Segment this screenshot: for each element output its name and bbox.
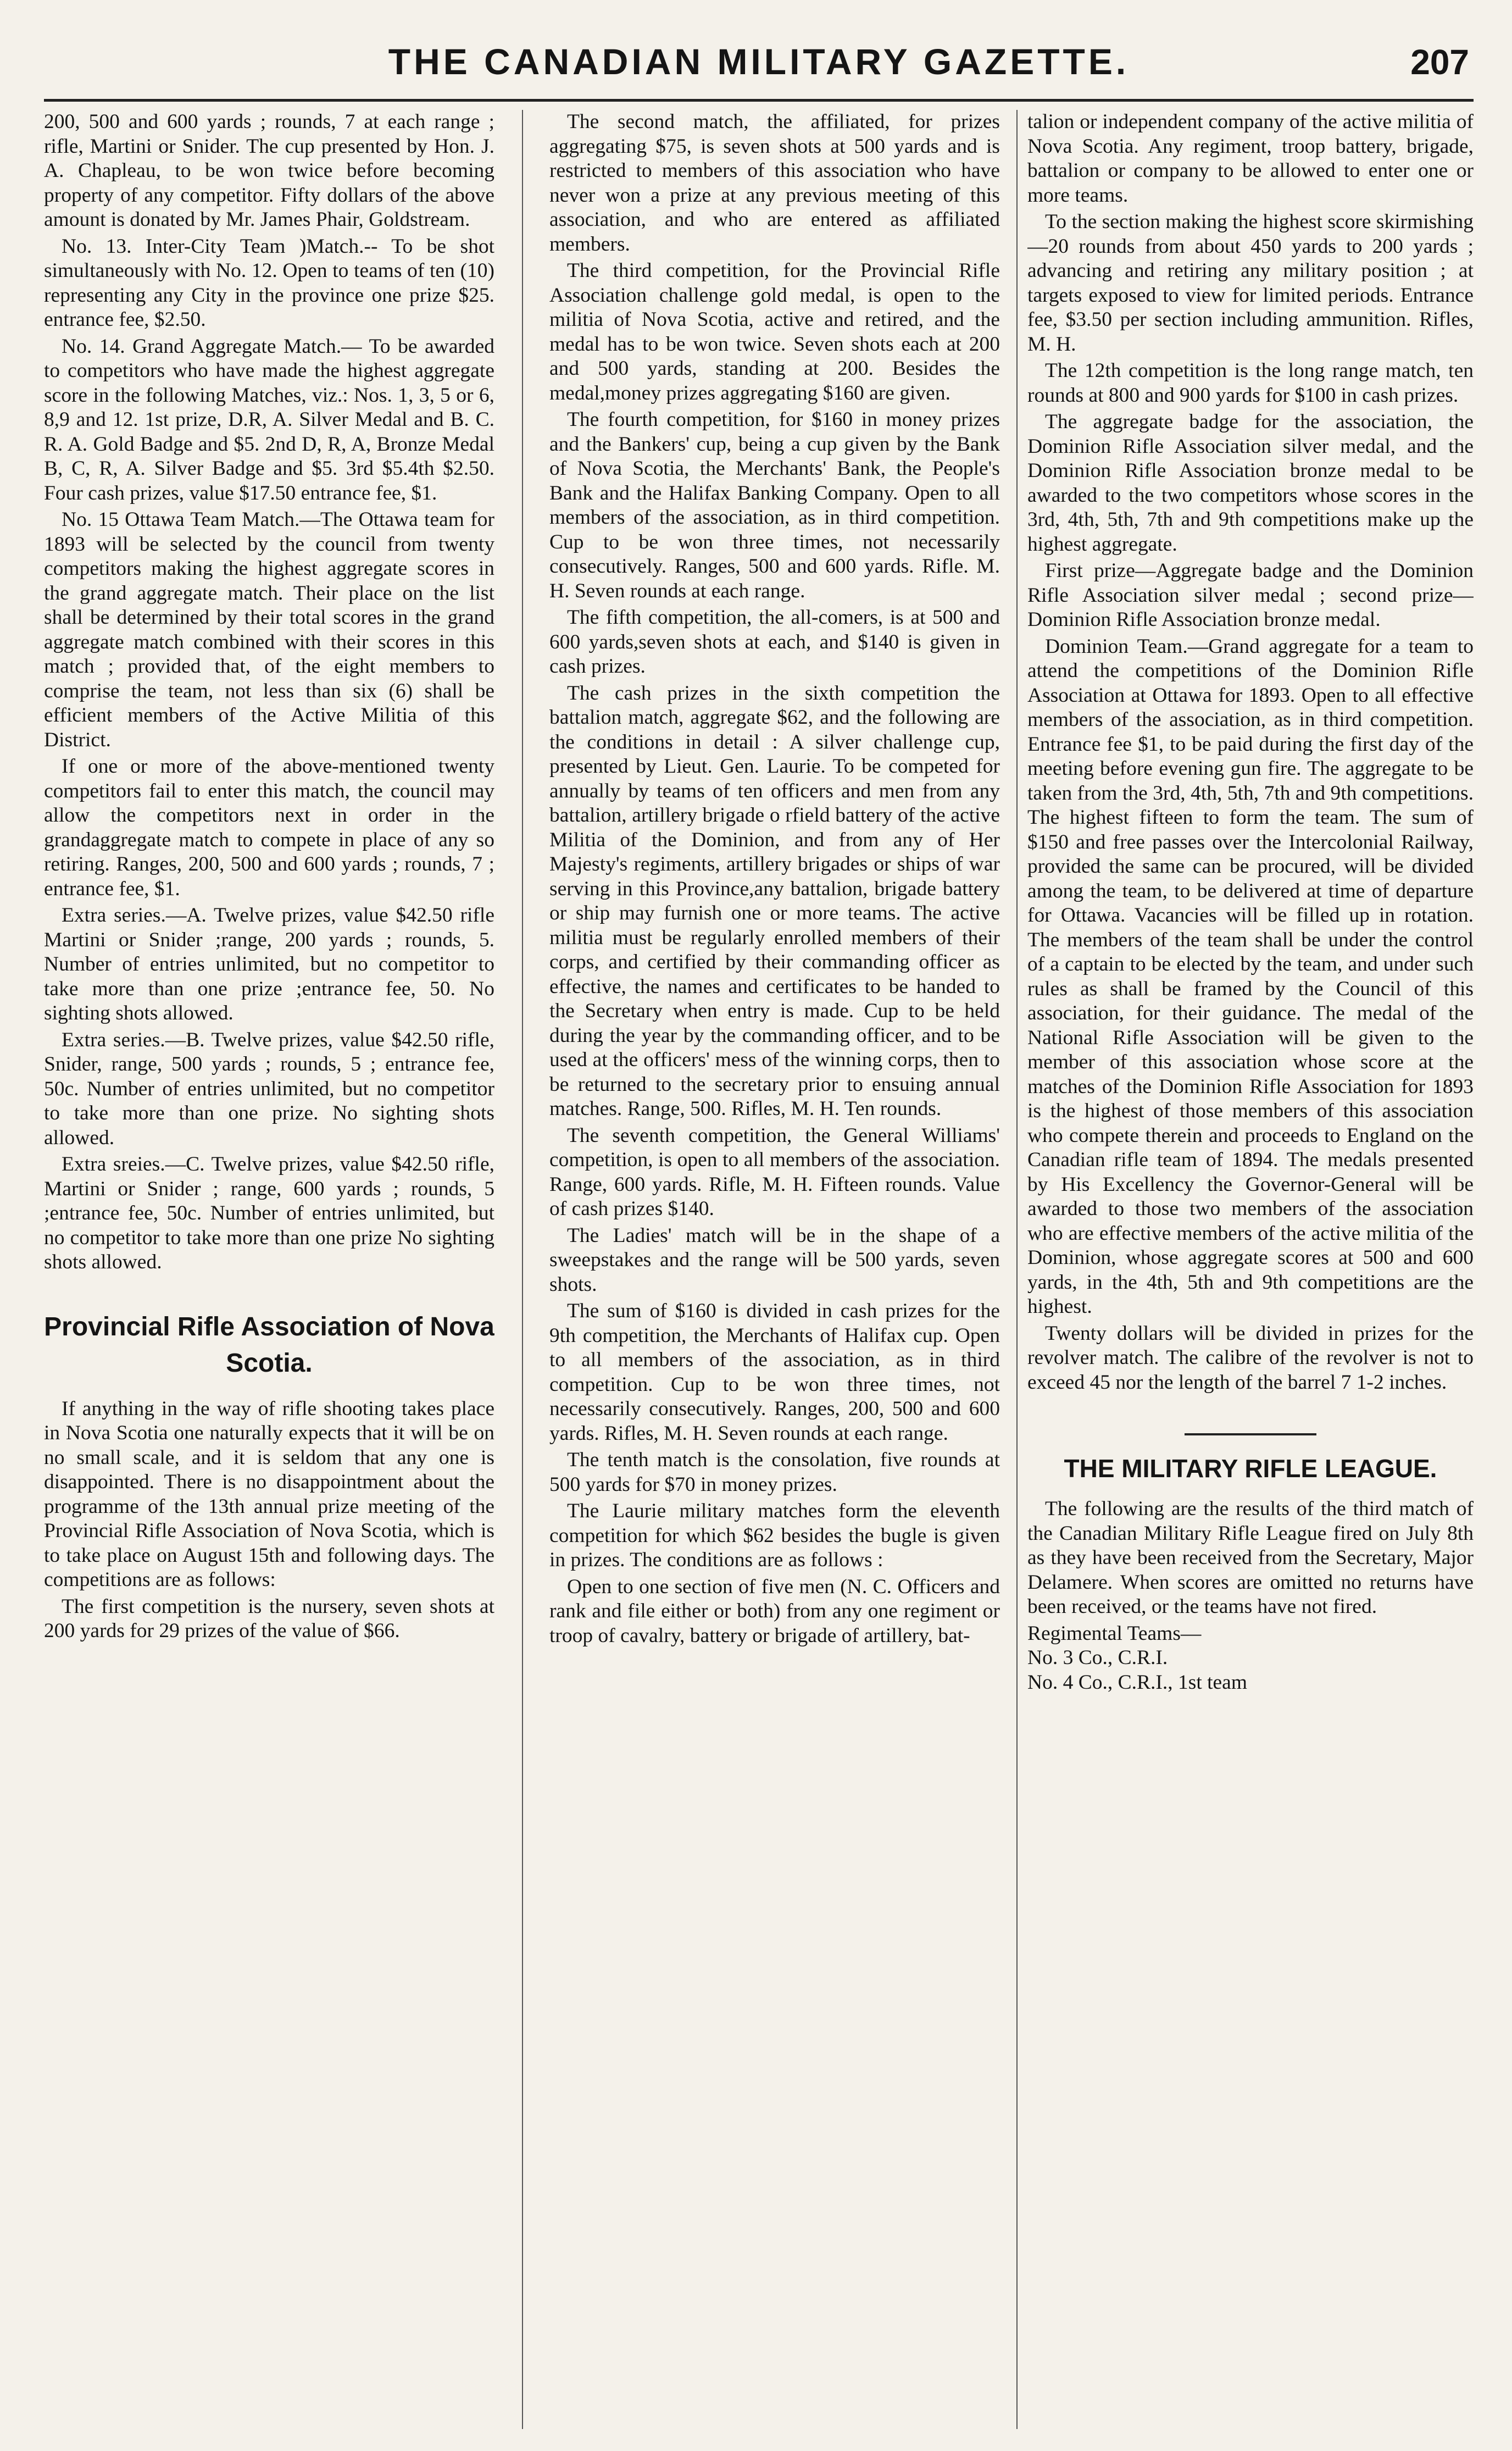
article-paragraph: Extra series.—B. Twelve prizes, value $42.50 rifle, Snider, range, 500 yards ; rounds, 5 ; entrance fee, 50c. Number of entries unlimited, but no competitor to take more than one prize. No sighting shots allowed. bbox=[44, 1028, 494, 1149]
article-paragraph: The aggregate badge for the association, the Dominion Rifle Association silver medal, and the Dominion Rifle Association bronze medal to be awarded to the two competitors whose scores in the 3rd, 4th, 5th, 7th and 9th competitions make up the highest aggregate. bbox=[1027, 411, 1474, 556]
newspaper-title: THE CANADIAN MILITARY GAZETTE. bbox=[388, 41, 1130, 82]
article-paragraph: Open to one section of five men (N. C. Officers and rank and file either or both) from any one regiment or troop of cavalry, battery or brigade of artillery, bat- bbox=[549, 1575, 1000, 1647]
article-paragraph: No. 13. Inter-City Team )Match.-- To be shot simultaneously with No. 12. Open to teams of ten (10) representing any City in the province one prize $25. entrance fee, $2.50. bbox=[44, 235, 494, 331]
article-paragraph: The tenth match is the consolation, five rounds at 500 yards for $70 in money prizes. bbox=[549, 1449, 1000, 1496]
section-divider bbox=[1185, 1433, 1316, 1435]
article-paragraph: 200, 500 and 600 yards ; rounds, 7 at each range ; rifle, Martini or Snider. The cup presented by Hon. J. A. Chapleau, to be won twice before becoming property of any competitor. Fifty dollars of the above amount is donated by Mr. James Phair, Goldstream. bbox=[44, 110, 494, 231]
team-list-item: No. 3 Co., C.R.I. bbox=[1027, 1646, 1168, 1669]
article-columns bbox=[44, 110, 1474, 2429]
article-paragraph: Dominion Team.—Grand aggregate for a team to attend the competitions of the Dominion Rifle Association at Ottawa for 1893. Open to all effective members of the association, as in third competition. Entrance fee $1, to be paid during the first day of the meeting before evening gun fire. The aggregate to be taken from the 3rd, 4th, 5th, 7th and 9th competitions. The highest fifteen to form the team. The sum of $150 and free passes over the Intercolonial Railway, provided the same can be procured, will be divided among the team, to be delivered at time of departure for Ottawa. Vacancies will be filled up in rotation. The members of the team shall be under the control of a captain to be elected by the team, and under such rules as shall be framed by the Council of this association, for their guidance. The medal of the National Rifle Association will be given to the member of this association whose score at the matches of the Dominion Rifle Association for 1893 is the highest of those members of this association who compete therein and proceeds to England on the Canadian rifle team of 1894. The medals presented by His Excellency the Governor-General will be awarded to those two members of the association who are effective members of the active militia of the Dominion, whose aggregate scores at 500 and 600 yards, in the 4th, 5th and 9th competitions are the highest. bbox=[1027, 635, 1474, 1318]
article-paragraph: No. 15 Ottawa Team Match.—The Ottawa team for 1893 will be selected by the council from twenty competitors making the highest aggregate scores in the grand aggregate match. Their place on the list shall be determined by their total scores in the grand aggregate match combined with their scores in this match ; provided that, of the eight members to comprise the team, not less than six (6) shall be efficient members of the Active Militia of this District. bbox=[44, 508, 494, 751]
article-paragraph: The third competition, for the Provincial Rifle Association challenge gold medal, is open to the militia of Nova Scotia, active and retired, and the medal has to be won twice. Seven shots each at 200 and 500 yards, standing at 200. Besides the medal,money prizes aggregating $160 are given. bbox=[549, 259, 1000, 404]
column-1 bbox=[44, 110, 494, 2429]
masthead bbox=[44, 38, 1474, 102]
article-paragraph: Extra series.—A. Twelve prizes, value $42.50 rifle Martini or Snider ;range, 200 yards ; rounds, 5. Number of entries unlimited, but no competitor to take more than one prize ;entrance fee, 50. No sighting shots allowed. bbox=[44, 904, 494, 1024]
article-paragraph: If one or more of the above-mentioned twenty competitors fail to enter this match, the council may allow the competitors next in order in the grandaggregate match to compete in place of any so retiring. Ranges, 200, 500 and 600 yards ; rounds, 7 ; entrance fee, $1. bbox=[44, 755, 494, 900]
article-paragraph: The sum of $160 is divided in cash prizes for the 9th competition, the Merchants of Halifax cup. Open to all members of the association, as in third competition. Cup to be won three times, not necessarily consecutively. Ranges, 200, 500 and 600 yards. Rifles, M. H. Seven rounds at each range. bbox=[549, 1300, 1000, 1445]
article-paragraph: To the section making the highest score skirmishing—20 rounds from about 450 yards to 200 yards ; advancing and retiring any military position ; at targets exposed to view for limited periods. Entrance fee, $3.50 per section including ammunition. Rifles, M. H. bbox=[1027, 210, 1474, 356]
column-divider bbox=[522, 110, 523, 2429]
article-paragraph: The seventh competition, the General Williams' competition, is open to all members of the association. Range, 600 yards. Rifle, M. H. Fifteen rounds. Value of cash prizes $140. bbox=[549, 1124, 1000, 1220]
article-paragraph: The second match, the affiliated, for prizes aggregating $75, is seven shots at 500 yards and is restricted to members of this association who have never won a prize at any previous meeting of this association, and who are entered as affiliated members. bbox=[549, 110, 1000, 256]
article-paragraph: Extra sreies.—C. Twelve prizes, value $42.50 rifle, Martini or Snider ; range, 600 yards ; rounds, 5 ;entrance fee, 50c. Number of entries unlimited, but no competitor to take more than one prize No sighting shots allowed. bbox=[44, 1153, 494, 1273]
article-paragraph: If anything in the way of rifle shooting takes place in Nova Scotia one naturally expects that it will be on no small scale, and it is seldom that any one is disappointed. There is no disappointment about the programme of the 13th annual prize meeting of the Provincial Rifle Association of Nova Scotia, which is to take place on August 15th and following days. The competitions are as follows: bbox=[44, 1397, 494, 1591]
article-paragraph: The 12th competition is the long range match, ten rounds at 800 and 900 yards for $100 in cash prizes. bbox=[1027, 359, 1474, 407]
page-number: 207 bbox=[1410, 42, 1469, 82]
team-list-item: No. 4 Co., C.R.I., 1st team bbox=[1027, 1671, 1247, 1694]
article-paragraph: Twenty dollars will be divided in prizes for the revolver match. The calibre of the revolver is not to exceed 45 nor the length of the barrel 7 1-2 inches. bbox=[1027, 1322, 1474, 1394]
article-paragraph: The Ladies' match will be in the shape of a sweepstakes and the range will be 500 yards, seven shots. bbox=[549, 1224, 1000, 1296]
article-paragraph: The fourth competition, for $160 in money prizes and the Bankers' cup, being a cup given by the Bank of Nova Scotia, the Merchants' Bank, the People's Bank and the Halifax Banking Company. Open to all members of the association, as in third competition. Cup to be won three times, not necessarily consecutively. Ranges, 500 and 600 yards. Rifle. M. H. Seven rounds at each range. bbox=[549, 408, 1000, 602]
section-heading-nova-scotia: Provincial Rifle Association of Nova Scotia. bbox=[44, 1312, 494, 1378]
article-paragraph: No. 14. Grand Aggregate Match.— To be awarded to competitors who have made the highest aggregate score in the following Matches, viz.: Nos. 1, 3, 5 or 6, 8,9 and 12. 1st prize, D.R, A. Silver Medal and B. C. R. A. Gold Badge and $5. 2nd D, R, A, Bronze Medal B, C, R, A. Silver Badge and $5. 3rd $5.4th $2.50. Four cash prizes, value $17.50 entrance fee, $1. bbox=[44, 335, 494, 504]
article-paragraph: talion or independent company of the active militia of Nova Scotia. Any regiment, troop battery, brigade, battalion or company to be allowed to enter one or more teams. bbox=[1027, 110, 1474, 207]
article-paragraph: The cash prizes in the sixth competition the battalion match, aggregate $62, and the following are the conditions in detail : A silver challenge cup, presented by Lieut. Gen. Laurie. To be competed for annually by teams of ten officers and men from any battalion, artillery brigade o rfield battery of the active Militia of the Dominion, and from any of Her Majesty's regiments, artillery brigades or ships of war serving in this Province,any battalion, brigade battery or ship may furnish one or more teams. The active militia must be regularly enrolled members of their corps, and certified by their commanding officer as effective, the names and certificates to be handed to the Secretary when entry is made. Cup to be held during the year by the commanding officer, and to be used at the officers' mess of the winning corps, then to be returned to the secretary prior to ensuing annual matches. Range, 500. Rifles, M. H. Ten rounds. bbox=[549, 681, 1000, 1120]
article-paragraph: First prize—Aggregate badge and the Dominion Rifle Association silver medal ; second prize—Dominion Rifle Association bronze medal. bbox=[1027, 559, 1474, 631]
column-3 bbox=[1027, 110, 1474, 2429]
team-list-item: Regimental Teams— bbox=[1027, 1622, 1202, 1645]
article-paragraph: The Laurie military matches form the eleventh competition for which $62 besides the bugle is given in prizes. The conditions are as follows : bbox=[549, 1500, 1000, 1571]
section-heading-rifle-league: THE MILITARY RIFLE LEAGUE. bbox=[1064, 1454, 1437, 1483]
article-paragraph: The following are the results of the third match of the Canadian Military Rifle League fired on July 8th as they have been received from the Secretary, Major Delamere. When scores are omitted no returns have been received, or the teams have not fired. bbox=[1027, 1498, 1474, 1618]
column-divider bbox=[1016, 110, 1018, 2429]
article-paragraph: The fifth competition, the all-comers, is at 500 and 600 yards,seven shots at each, and $140 is given in cash prizes. bbox=[549, 606, 1000, 678]
article-paragraph: The first competition is the nursery, seven shots at 200 yards for 29 prizes of the value of $66. bbox=[44, 1595, 494, 1642]
column-2 bbox=[549, 110, 1000, 2429]
